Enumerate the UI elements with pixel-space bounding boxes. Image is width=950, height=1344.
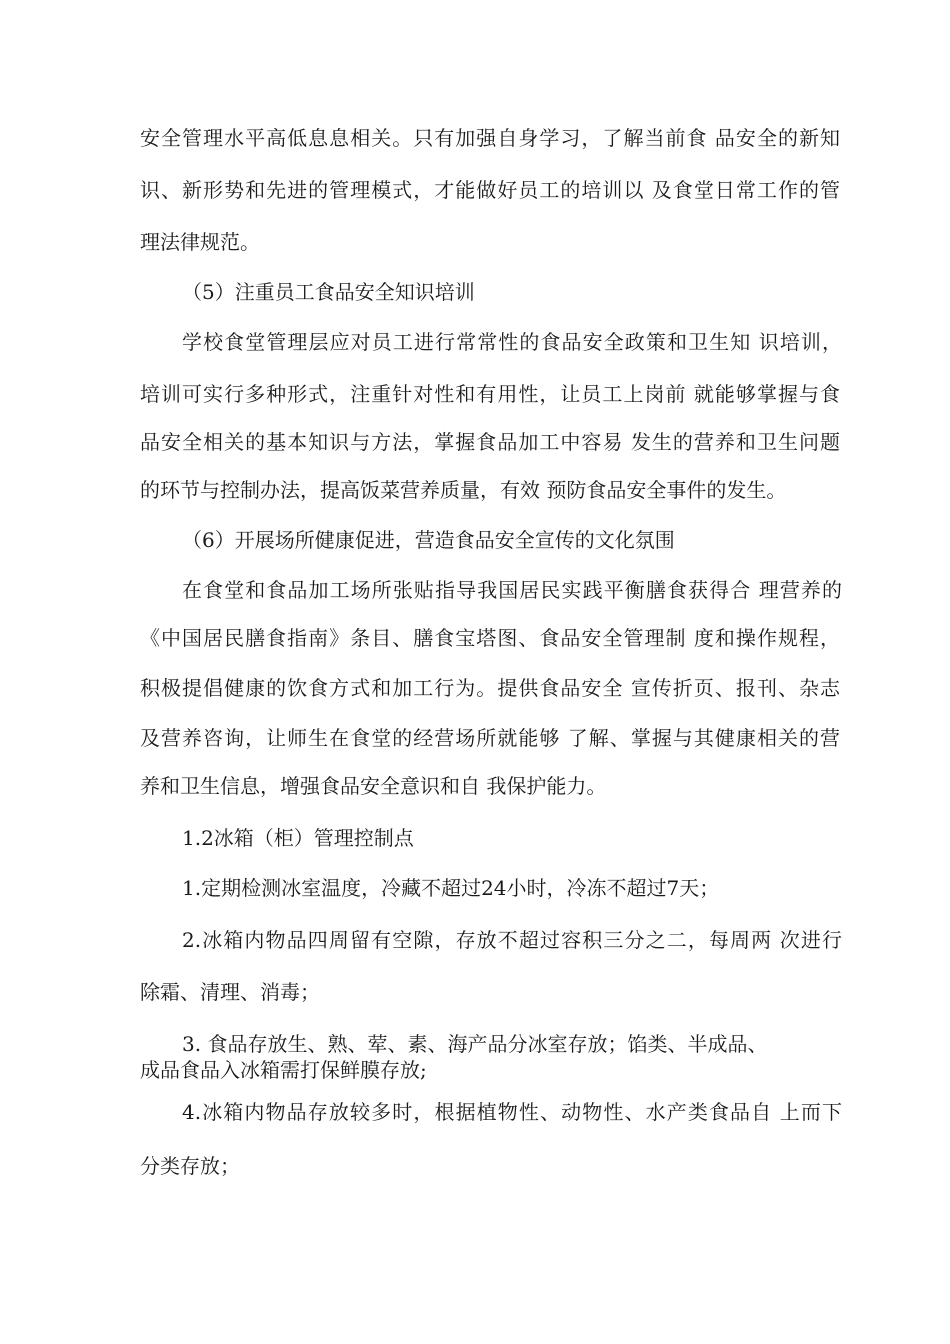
paragraph-line: 《中国居民膳食指南》条目、膳食宝塔图、食品安全管理制 度和操作规程， — [140, 626, 840, 650]
list-item: 4.冰箱内物品存放较多时，根据植物性、动物性、水产类食品自 上而下 — [182, 1100, 842, 1124]
paragraph-line: 学校食堂管理层应对员工进行常常性的食品安全政策和卫生知 识培训， — [182, 330, 842, 354]
paragraph-line: 培训可实行多种形式，注重针对性和有用性，让员工上岗前 就能够掌握与食 — [140, 382, 840, 406]
paragraph-line: 品安全相关的基本知识与方法，掌握食品加工中容易 发生的营养和卫生问题 — [140, 430, 840, 454]
paragraph-line: 的环节与控制办法，提高饭菜营养质量，有效 预防食品安全事件的发生。 — [140, 478, 787, 502]
paragraph-line: 识、新形势和先进的管理模式，才能做好员工的培训以 及食堂日常工作的管 — [140, 178, 840, 202]
paragraph-line: 及营养咨询，让师生在食堂的经营场所就能够 了解、掌握与其健康相关的营 — [140, 726, 840, 750]
section-heading: 1.2冰箱（柜）管理控制点 — [182, 826, 414, 850]
list-item-continuation: 成品食品入冰箱需打保鲜膜存放; — [140, 1058, 427, 1082]
list-item: 2.冰箱内物品四周留有空隙，存放不超过容积三分之二，每周两 次进行 — [182, 928, 842, 952]
list-item-continuation: 分类存放； — [140, 1154, 240, 1178]
list-item: 3. 食品存放生、熟、荤、素、海产品分冰室存放；馅类、半成品、 — [182, 1032, 768, 1056]
section-heading: （5）注重员工食品安全知识培训 — [182, 280, 475, 304]
section-heading: （6）开展场所健康促进，营造食品安全宣传的文化氛围 — [182, 528, 675, 552]
list-item-continuation: 除霜、清理、消毒； — [140, 980, 320, 1004]
paragraph-line: 安全管理水平高低息息相关。只有加强自身学习，了解当前食 品安全的新知 — [140, 126, 840, 150]
list-item: 1.定期检测冰室温度，冷藏不超过24小时，冷冻不超过7天； — [182, 876, 720, 900]
paragraph-line: 理法律规范。 — [140, 230, 260, 254]
paragraph-line: 积极提倡健康的饮食方式和加工行为。提供食品安全 宣传折页、报刊、杂志 — [140, 676, 840, 700]
paragraph-line: 养和卫生信息，增强食品安全意识和自 我保护能力。 — [140, 774, 607, 798]
paragraph-line: 在食堂和食品加工场所张贴指导我国居民实践平衡膳食获得合 理营养的 — [182, 578, 842, 602]
